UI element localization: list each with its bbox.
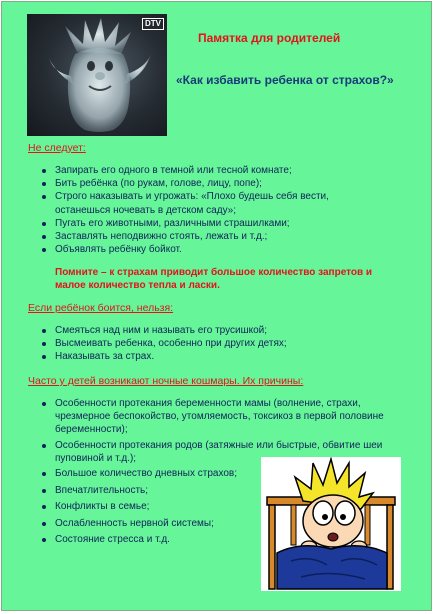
bullet-icon [42, 522, 46, 526]
bullet-icon [42, 222, 46, 226]
bullet-icon [42, 329, 46, 333]
scared-child-image [261, 457, 401, 591]
section-heading-dont: Не следует: [28, 142, 86, 154]
list-item: Наказывать за страх. [42, 350, 382, 363]
page-subtitle: «Как избавить ребенка от страхов?» [176, 73, 394, 87]
dont-list [42, 164, 382, 256]
scared-child-illustration [261, 457, 401, 591]
bullet-icon [42, 444, 46, 448]
bullet-icon [42, 489, 46, 493]
bullet-icon [42, 538, 46, 542]
bullet-icon [42, 402, 46, 406]
list-item: Смеяться над ним и называть его трусишкой; [42, 324, 382, 337]
list-item: Особенности протекания беременности мамы (волнение, страхи, чрезмерное беспокойство, утомляемость, токсикоз в первой половине беременности); [42, 397, 392, 437]
list-item: Объявлять ребёнку бойкот. [42, 243, 382, 256]
bullet-icon [42, 195, 46, 199]
ghost-figure-image [27, 14, 167, 136]
list-item: Высмеивать ребенка, особенно при других детях; [42, 337, 382, 350]
list-item: Большое количество дневных страхов; [42, 466, 257, 483]
bullet-icon [42, 342, 46, 346]
page-title: Памятка для родителей [198, 31, 341, 45]
bullet-icon [42, 169, 46, 173]
list-item: Запирать его одного в темной или тесной комнате; [42, 164, 382, 177]
bullet-icon [42, 182, 46, 186]
list-item: Бить ребёнка (по рукам, голове, лицу, попе); [42, 177, 382, 190]
section-heading-nightmares: Часто у детей возникают ночные кошмары. Их причины: [28, 375, 304, 387]
if-afraid-list [42, 324, 382, 364]
bullet-icon [42, 505, 46, 509]
list-item: Впечатлительность; [42, 483, 257, 500]
nightmare-causes-list [42, 397, 392, 465]
ghost-photo [27, 14, 167, 136]
bullet-icon [42, 355, 46, 359]
reminder-note: Помните – к страхам приводит большое количество запретов и малое количество тепла и ласки. [55, 267, 373, 292]
bullet-icon [42, 235, 46, 239]
bullet-icon [42, 472, 46, 476]
section-heading-if-afraid: Если ребёнок боится, нельзя: [28, 302, 174, 314]
list-item: Конфликты в семье; [42, 499, 257, 516]
list-item: Строго наказывать и угрожать: «Плохо будешь себя вести, останешься ночевать в детском саду»; [42, 190, 382, 216]
list-item: Состояние стресса и т.д. [42, 532, 257, 549]
nightmare-causes-list-continued [42, 466, 257, 549]
list-item: Пугать его животными, различными страшилками; [42, 217, 382, 230]
list-item: Заставлять неподвижно стоять, лежать и т.д.; [42, 230, 382, 243]
list-item: Особенности протекания родов (затяжные или быстрые, обвитие шеи пуповиной и т.д.); [42, 439, 392, 465]
leaflet-page [1, 1, 432, 611]
tv-logo: DTV [142, 18, 164, 30]
bullet-icon [42, 248, 46, 252]
list-item: Ослабленность нервной системы; [42, 516, 257, 533]
